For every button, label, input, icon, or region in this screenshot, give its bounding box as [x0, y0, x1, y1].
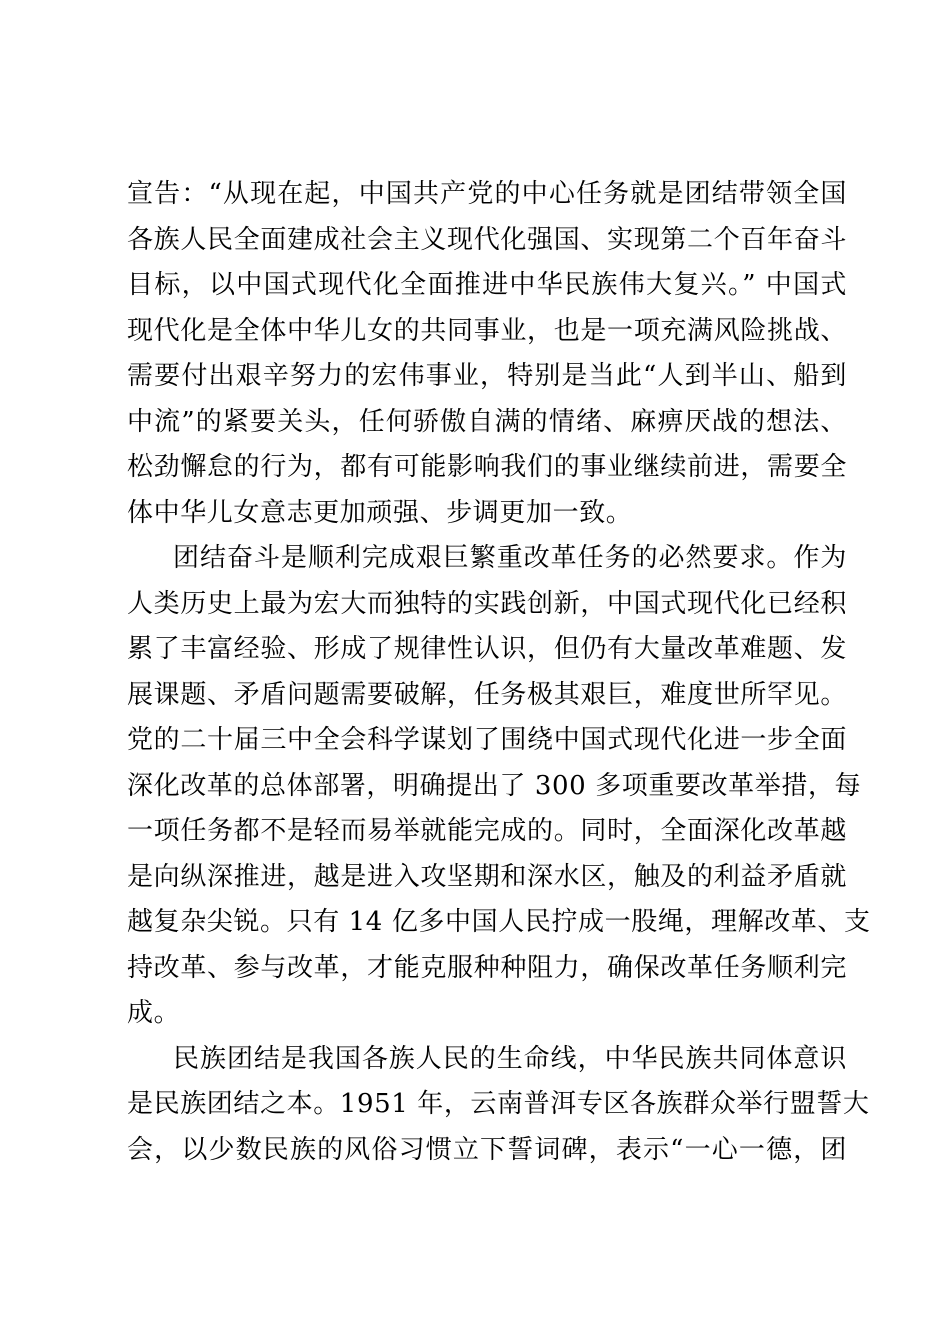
text-line: 体中华儿女意志更加顽强、步调更加一致。 [127, 497, 633, 528]
paragraph-3 [127, 1037, 870, 1174]
text-line: 各族人民全面建成社会主义现代化强国、实现第二个百年奋斗 [127, 224, 847, 255]
text-line: 团结奋斗是顺利完成艰巨繁重改革任务的必然要求。作为 [173, 543, 847, 573]
text-line: 深化改革的总体部署，明确提出了 300 多项重要改革举措，每 [127, 770, 862, 801]
text-line: 是向纵深推进，越是进入攻坚期和深水区，触及的利益矛盾就 [127, 861, 847, 892]
text-line: 目标，以中国式现代化全面推进中华民族伟大复兴。” 中国式 [127, 270, 847, 300]
text-line: 人类历史上最为宏大而独特的实践创新，中国式现代化已经积 [127, 588, 847, 619]
text-line: 是民族团结之本。1951 年，云南普洱专区各族群众举行盟誓大 [127, 1089, 870, 1119]
text-line: 一项任务都不是轻而易举就能完成的。同时，全面深化改革越 [127, 816, 847, 846]
text-line: 松劲懈怠的行为，都有可能影响我们的事业继续前进，需要全 [127, 452, 847, 482]
text-line: 宣告：“从现在起，中国共产党的中心任务就是团结带领全国 [127, 179, 847, 209]
text-line: 越复杂尖锐。只有 14 亿多中国人民拧成一股绳，理解改革、支 [127, 907, 871, 937]
paragraph-1 [127, 172, 847, 536]
text-line: 累了丰富经验、形成了规律性认识，但仍有大量改革难题、发 [127, 634, 847, 664]
body-text [127, 172, 871, 1173]
text-line: 展课题、矛盾问题需要破解，任务极其艰巨，难度世所罕见。 [127, 679, 847, 710]
text-line: 党的二十届三中全会科学谋划了围绕中国式现代化进一步全面 [127, 725, 847, 755]
text-line: 持改革、参与改革，才能克服种种阻力，确保改革任务顺利完 [127, 952, 847, 983]
text-line: 现代化是全体中华儿女的共同事业，也是一项充满风险挑战、 [127, 315, 847, 346]
text-line: 中流”的紧要关头，任何骄傲自满的情绪、麻痹厌战的想法、 [127, 406, 847, 437]
text-line: 需要付出艰辛努力的宏伟事业，特别是当此“人到半山、船到 [127, 361, 847, 391]
text-line: 成。 [127, 998, 181, 1028]
text-line: 会，以少数民族的风俗习惯立下誓词碑，表示“一心一德，团 [127, 1134, 847, 1165]
paragraph-2 [127, 536, 871, 1037]
text-line: 民族团结是我国各族人民的生命线，中华民族共同体意识 [173, 1043, 847, 1074]
